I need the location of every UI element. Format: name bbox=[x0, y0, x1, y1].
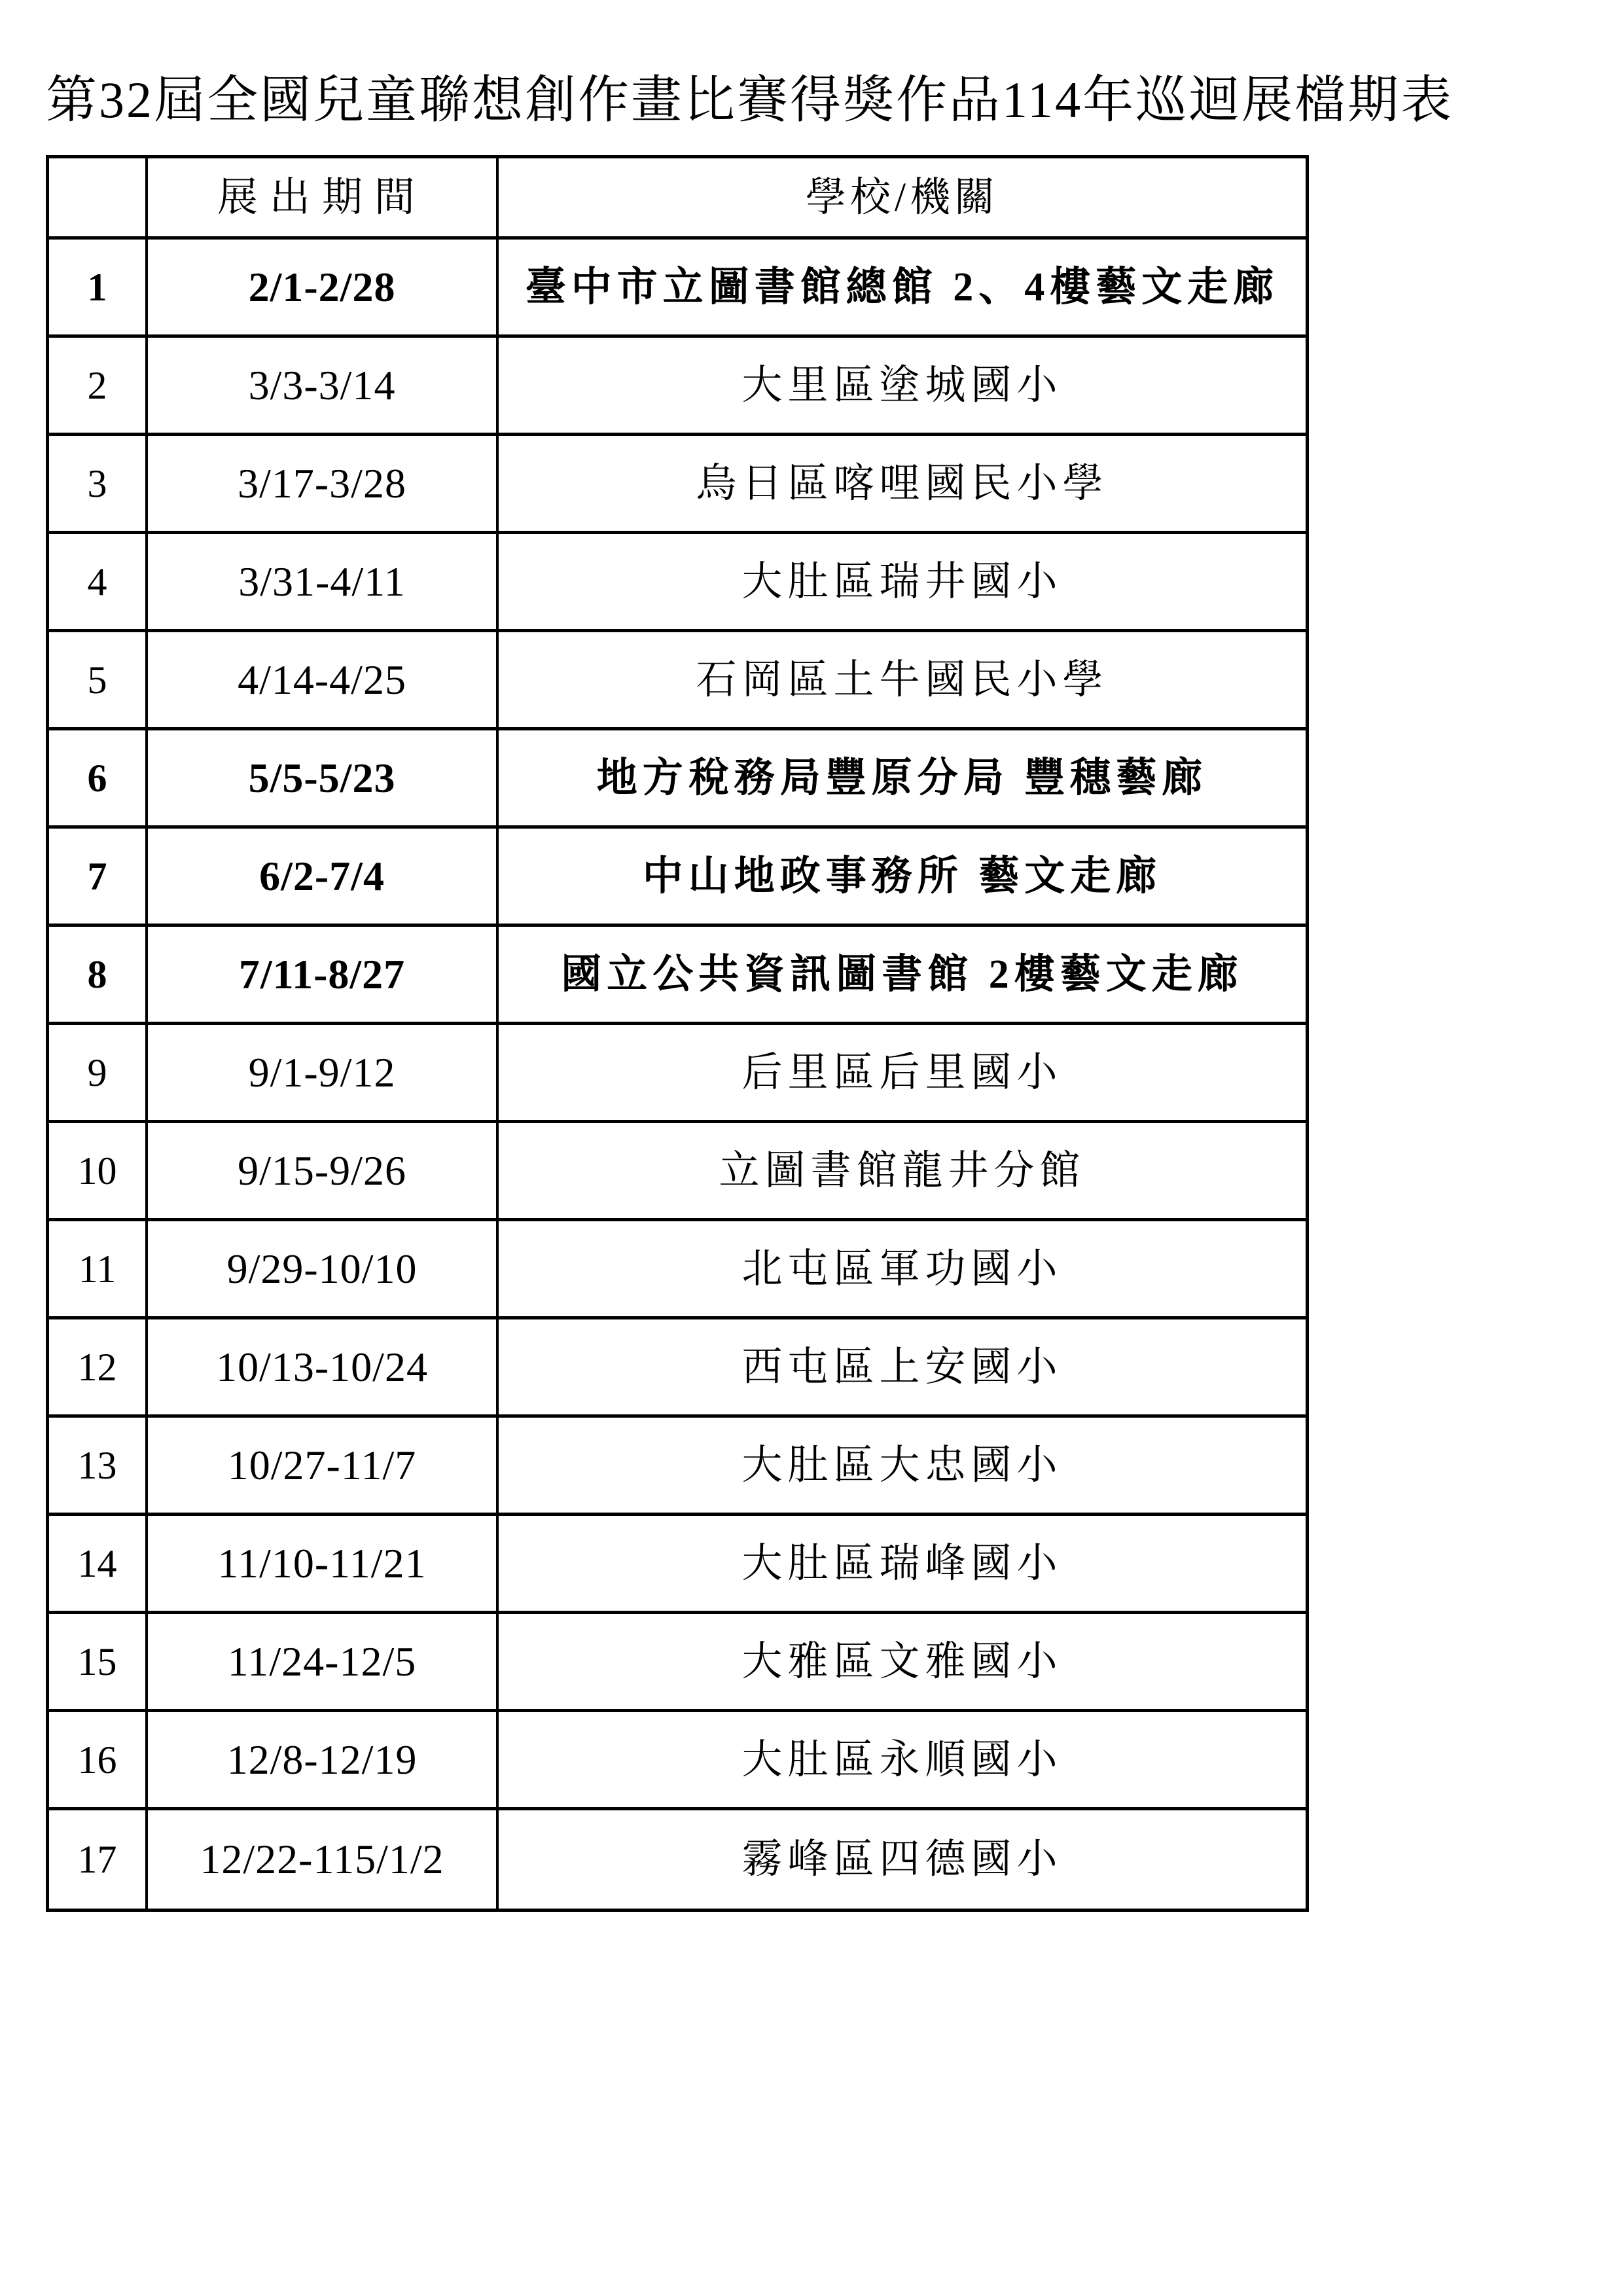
row-number: 10 bbox=[49, 1123, 148, 1221]
row-number: 1 bbox=[49, 240, 148, 338]
row-period: 12/8-12/19 bbox=[148, 1712, 499, 1810]
header-period-cell: 展出期間 bbox=[148, 158, 499, 240]
row-school: 西屯區上安國小 bbox=[499, 1319, 1306, 1418]
row-period: 3/3-3/14 bbox=[148, 338, 499, 436]
row-school: 國立公共資訊圖書館 2樓藝文走廊 bbox=[499, 927, 1306, 1025]
row-period: 2/1-2/28 bbox=[148, 240, 499, 338]
row-school: 大肚區永順國小 bbox=[499, 1712, 1306, 1810]
row-number: 17 bbox=[49, 1810, 148, 1909]
row-school: 烏日區喀哩國民小學 bbox=[499, 436, 1306, 534]
schedule-table bbox=[46, 155, 1309, 1912]
row-number: 4 bbox=[49, 534, 148, 632]
row-number: 3 bbox=[49, 436, 148, 534]
row-period: 5/5-5/23 bbox=[148, 730, 499, 829]
row-school: 臺中市立圖書館總館 2、4樓藝文走廊 bbox=[499, 240, 1306, 338]
header-venue-cell: 學校/機關 bbox=[499, 158, 1306, 240]
row-period: 7/11-8/27 bbox=[148, 927, 499, 1025]
row-number: 14 bbox=[49, 1516, 148, 1614]
header-index-cell bbox=[49, 158, 148, 240]
row-period: 12/22-115/1/2 bbox=[148, 1810, 499, 1909]
row-number: 16 bbox=[49, 1712, 148, 1810]
row-period: 9/29-10/10 bbox=[148, 1221, 499, 1319]
row-number: 6 bbox=[49, 730, 148, 829]
row-period: 3/17-3/28 bbox=[148, 436, 499, 534]
row-number: 11 bbox=[49, 1221, 148, 1319]
row-period: 9/15-9/26 bbox=[148, 1123, 499, 1221]
row-school: 大肚區瑞峰國小 bbox=[499, 1516, 1306, 1614]
row-number: 8 bbox=[49, 927, 148, 1025]
row-school: 大里區塗城國小 bbox=[499, 338, 1306, 436]
row-school: 大雅區文雅國小 bbox=[499, 1614, 1306, 1712]
row-school: 立圖書館龍井分館 bbox=[499, 1123, 1306, 1221]
row-period: 3/31-4/11 bbox=[148, 534, 499, 632]
row-period: 9/1-9/12 bbox=[148, 1025, 499, 1123]
row-number: 5 bbox=[49, 632, 148, 730]
row-school: 后里區后里國小 bbox=[499, 1025, 1306, 1123]
page-title: 第32屆全國兒童聯想創作畫比賽得獎作品114年巡迴展檔期表 bbox=[46, 71, 1454, 128]
row-number: 15 bbox=[49, 1614, 148, 1712]
row-period: 11/24-12/5 bbox=[148, 1614, 499, 1712]
row-period: 10/27-11/7 bbox=[148, 1418, 499, 1516]
row-school: 石岡區土牛國民小學 bbox=[499, 632, 1306, 730]
row-school: 地方稅務局豐原分局 豐穗藝廊 bbox=[499, 730, 1306, 829]
row-period: 6/2-7/4 bbox=[148, 829, 499, 927]
row-number: 2 bbox=[49, 338, 148, 436]
row-number: 9 bbox=[49, 1025, 148, 1123]
row-school: 大肚區大忠國小 bbox=[499, 1418, 1306, 1516]
row-school: 霧峰區四德國小 bbox=[741, 1837, 1063, 1882]
row-number: 12 bbox=[49, 1319, 148, 1418]
row-period: 11/10-11/21 bbox=[148, 1516, 499, 1614]
row-school: 中山地政事務所 藝文走廊 bbox=[499, 829, 1306, 927]
row-period: 10/13-10/24 bbox=[148, 1319, 499, 1418]
row-number: 7 bbox=[49, 829, 148, 927]
row-number: 13 bbox=[49, 1418, 148, 1516]
row-school: 大肚區瑞井國小 bbox=[499, 534, 1306, 632]
row-school: 北屯區軍功國小 bbox=[499, 1221, 1306, 1319]
row-period: 4/14-4/25 bbox=[148, 632, 499, 730]
